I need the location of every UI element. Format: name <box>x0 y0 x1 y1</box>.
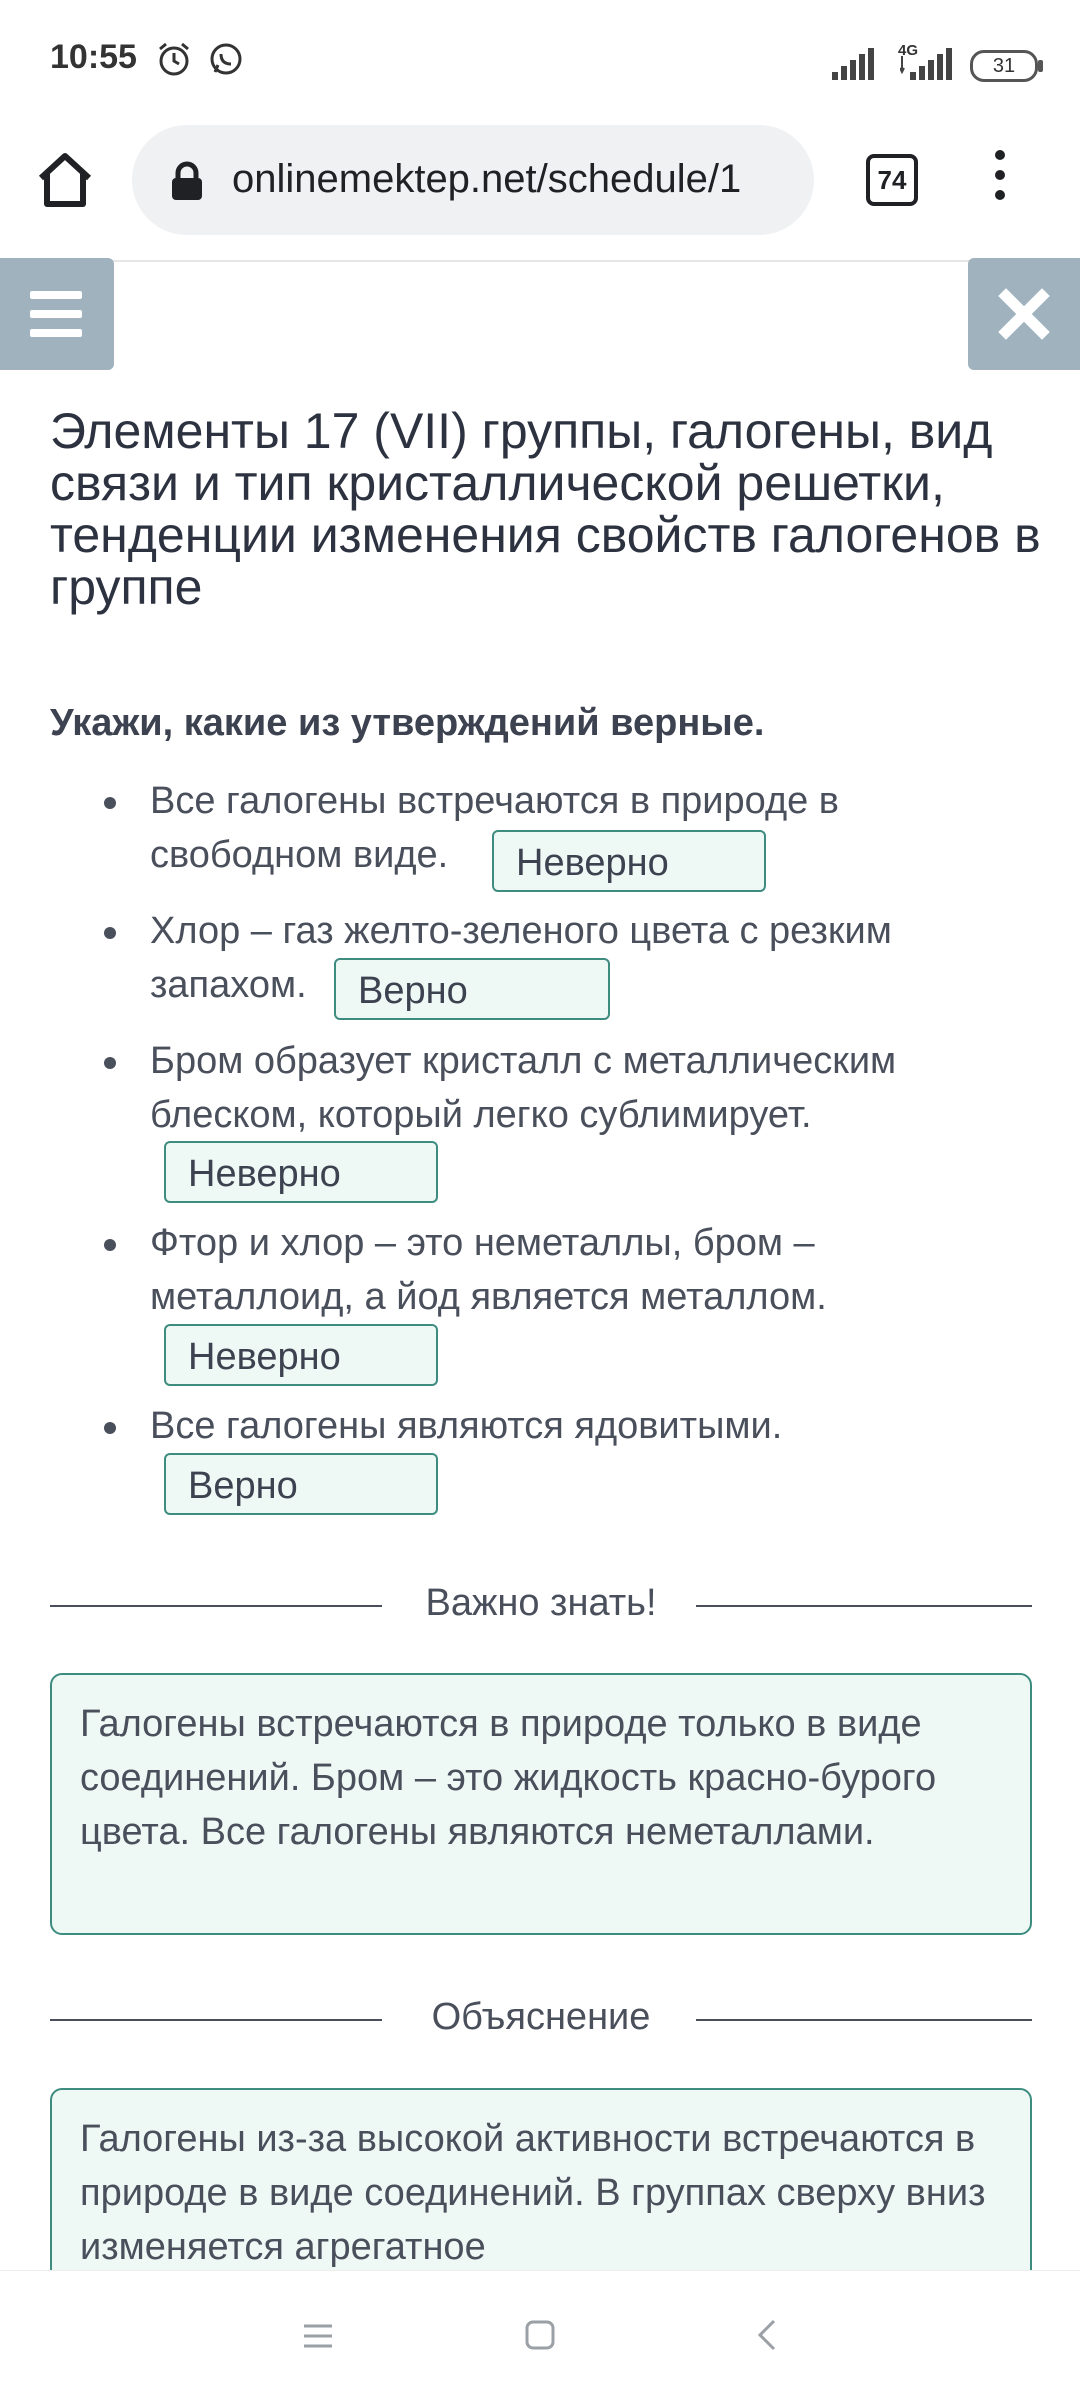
explanation-heading: Объяснение <box>431 1996 651 2038</box>
system-nav-bar <box>0 2270 1080 2401</box>
answer-box[interactable]: Неверно <box>164 1141 438 1203</box>
browser-toolbar <box>0 120 1080 262</box>
statement-text: Хлор – газ желто-зеленого цвета с резким запахом. <box>150 910 892 1006</box>
whatsapp-icon <box>207 40 245 78</box>
close-icon[interactable] <box>968 258 1080 370</box>
important-heading: Важно знать! <box>425 1582 657 1624</box>
important-box <box>50 1673 1032 1935</box>
important-divider <box>50 1576 1032 1636</box>
recents-icon[interactable] <box>300 2321 336 2351</box>
statement-item <box>150 1034 1010 1142</box>
signal-icon <box>900 48 952 80</box>
bullet <box>104 1057 116 1069</box>
alarm-icon <box>155 40 193 78</box>
menu-icon[interactable] <box>990 150 1010 210</box>
statement-text: Все галогены являются ядовитыми. <box>150 1405 783 1447</box>
answer-box[interactable]: Неверно <box>164 1324 438 1386</box>
network-type-label: 4G <box>898 42 919 59</box>
status-bar <box>0 0 1080 120</box>
bullet <box>104 1422 116 1434</box>
statement-text: Все галогены встречаются в природе в свободном виде. <box>150 780 839 876</box>
bullet <box>104 797 116 809</box>
lock-icon <box>170 161 204 201</box>
question-text: Укажи, какие из утверждений верные. <box>50 702 765 744</box>
important-text: Галогены встречаются в природе только в виде соединений. Бром – это жидкость красно-бурого цвета. Все галогены являются неметаллами. <box>80 1703 937 1853</box>
bullet <box>104 927 116 939</box>
hamburger-icon[interactable] <box>0 258 114 370</box>
address-bar[interactable] <box>132 125 814 235</box>
explanation-divider <box>50 1990 1032 2050</box>
status-time: 10:55 <box>50 38 137 76</box>
signal-icon <box>830 48 876 80</box>
url-text[interactable]: onlinemektep.net/schedule/1 <box>232 157 742 201</box>
explanation-text: Галогены из-за высокой активности встречаются в природе в виде соединений. В группах сверху вниз изменяется агрегатное <box>80 2118 986 2268</box>
close-glyph <box>968 258 1080 370</box>
page-title: Элементы 17 (VII) группы, галогены, вид связи и тип кристаллической решетки, тенденции изменения свойств галогенов в группе <box>50 403 1041 615</box>
tabs-icon[interactable]: 74 <box>866 154 918 206</box>
bullet <box>104 1239 116 1251</box>
answer-box[interactable]: Неверно <box>492 830 766 892</box>
back-icon[interactable] <box>752 2317 782 2353</box>
statement-item <box>150 1399 1010 1453</box>
answer-box[interactable]: Верно <box>164 1453 438 1515</box>
statement-item <box>150 1216 1010 1324</box>
answer-box[interactable]: Верно <box>334 958 610 1020</box>
home-icon[interactable] <box>35 150 95 210</box>
statement-text: Фтор и хлор – это неметаллы, бром – металлоид, а йод является металлом. <box>150 1222 827 1318</box>
battery-icon: 31 <box>970 50 1038 82</box>
home-nav-icon[interactable] <box>524 2319 556 2351</box>
statement-text: Бром образует кристалл с металлическим блеском, который легко сублимирует. <box>150 1040 897 1136</box>
